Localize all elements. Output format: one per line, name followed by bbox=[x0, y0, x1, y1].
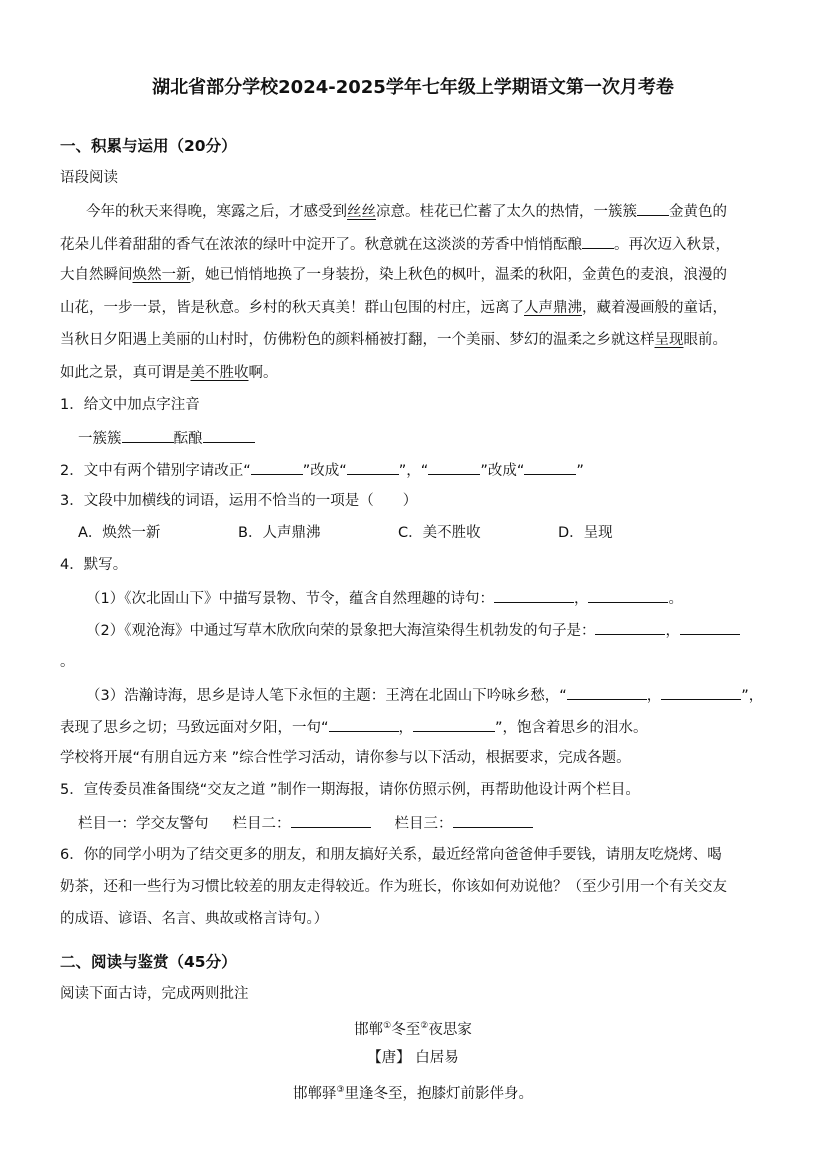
underlined-word: 丝丝 bbox=[347, 204, 376, 220]
answer-blank[interactable] bbox=[413, 716, 495, 732]
passage-label: 语段阅读 bbox=[60, 170, 118, 186]
question-4-1: （1）《次北固山下》中描写景物、节令，蕴含自然理趣的诗句： ， 。 bbox=[86, 587, 768, 609]
question-2: 2．文中有两个错别字请改正“ ”改成“ ”，“ ”改成“ ” bbox=[60, 459, 768, 481]
answer-blank[interactable] bbox=[588, 587, 668, 603]
answer-blank[interactable] bbox=[494, 587, 574, 603]
question-3: 3．文段中加横线的词语，运用不恰当的一项是（ ） bbox=[60, 493, 418, 509]
answer-blank[interactable] bbox=[329, 716, 399, 732]
underlined-word: 人声鼎沸 bbox=[524, 300, 582, 316]
passage-line-4: 山花，一步一景，皆是秋意。乡村的秋天真美！群山包围的村庄，远离了人声鼎沸，藏着漫画般的童话， bbox=[60, 300, 727, 316]
answer-blank[interactable] bbox=[595, 619, 665, 635]
question-5-columns: 栏目一：学交友警句 栏目二： 栏目三： bbox=[78, 812, 768, 834]
question-6-line-2: 奶茶，还和一些行为习惯比较差的朋友走得较近。作为班长，你该如何劝说他？（至少引用一个有关交友 bbox=[60, 879, 727, 895]
underlined-word: 呈现 bbox=[654, 332, 684, 348]
question-4-2-end: 。 bbox=[60, 654, 75, 670]
answer-blank[interactable] bbox=[661, 684, 741, 700]
question-1: 1．给文中加点字注音 bbox=[60, 397, 200, 413]
section1-heading: 一、积累与运用（20分） bbox=[60, 137, 237, 155]
answer-blank[interactable] bbox=[680, 619, 740, 635]
option-c[interactable]: C．美不胜收 bbox=[398, 525, 481, 541]
passage-line-1: 今年的秋天来得晚，寒露之后，才感受到丝丝凉意。桂花已伫蓄了太久的热情，一簇簇 金黄色的 bbox=[86, 200, 768, 222]
question-6-line-1: 6．你的同学小明为了结交更多的朋友，和朋友搞好关系，最近经常向爸爸伸手要钱，请朋友吃烧烤、喝 bbox=[60, 847, 722, 863]
answer-blank[interactable] bbox=[291, 812, 371, 828]
question-6-line-3: 的成语、谚语、名言、典故或格言诗句。） bbox=[60, 911, 329, 927]
option-d[interactable]: D．呈现 bbox=[558, 525, 613, 541]
poem-instruction: 阅读下面古诗，完成两则批注 bbox=[60, 986, 249, 1002]
poem-author: 【唐】 白居易 bbox=[367, 1050, 459, 1066]
question-4-2: （2）《观沧海》中通过写草木欣欣向荣的景象把大海渲染得生机勃发的句子是： ， bbox=[86, 619, 768, 641]
passage-line-5: 当秋日夕阳遇上美丽的山村时，仿佛粉色的颜料桶被打翻，一个美丽、梦幻的温柔之乡就这样呈现眼前。 bbox=[60, 332, 727, 348]
page-title: 湖北省部分学校2024-2025学年七年级上学期语文第一次月考卷 bbox=[152, 77, 674, 98]
question-4-3: （3）浩瀚诗海，思乡是诗人笔下永恒的主题：王湾在北固山下吟咏乡愁，“ ， ”， bbox=[86, 684, 768, 706]
underlined-word: 美不胜收 bbox=[190, 365, 249, 381]
answer-blank[interactable] bbox=[428, 459, 480, 475]
answer-blank[interactable] bbox=[453, 812, 533, 828]
question-4-3-cont: 表现了思乡之切；马致远面对夕阳，一句“ ， ”，饱含着思乡的泪水。 bbox=[60, 716, 768, 738]
poem-line-1: 邯郸驿③里逢冬至，抱膝灯前影伴身。 bbox=[292, 1085, 534, 1102]
blank bbox=[637, 200, 669, 216]
poem-title: 邯郸①冬至②夜思家 bbox=[354, 1021, 472, 1038]
question-1-blanks: 一簇簇 酝酿 bbox=[78, 427, 768, 449]
activity-intro: 学校将开展“有朋自远方来 ”综合性学习活动，请你参与以下活动，根据要求，完成各题。 bbox=[60, 750, 631, 766]
passage-line-6: 如此之景，真可谓是美不胜收啊。 bbox=[60, 365, 278, 381]
option-b[interactable]: B．人声鼎沸 bbox=[238, 525, 321, 541]
question-4: 4．默写。 bbox=[60, 557, 128, 573]
answer-blank[interactable] bbox=[122, 427, 174, 443]
question-3-options bbox=[78, 523, 768, 543]
question-5: 5．宣传委员准备围绕“交友之道 ”制作一期海报，请你仿照示例，再帮助他设计两个栏目。 bbox=[60, 782, 640, 798]
passage-line-2: 花朵儿伴着甜甜的香气在浓浓的绿叶中淀开了。秋意就在这淡淡的芳香中悄悄酝酿 。再次迈入秋景， bbox=[60, 233, 768, 255]
section2-heading: 二、阅读与鉴赏（45分） bbox=[60, 953, 237, 971]
blank bbox=[582, 233, 614, 249]
underlined-word: 焕然一新 bbox=[132, 267, 191, 283]
answer-blank[interactable] bbox=[251, 459, 303, 475]
answer-blank[interactable] bbox=[203, 427, 255, 443]
option-a[interactable]: A．焕然一新 bbox=[78, 525, 161, 541]
answer-blank[interactable] bbox=[524, 459, 576, 475]
answer-blank[interactable] bbox=[347, 459, 399, 475]
passage-line-3: 大自然瞬间焕然一新，她已悄悄地换了一身装扮，染上秋色的枫叶，温柔的秋阳，金黄色的麦浪，浪漫的 bbox=[60, 267, 727, 283]
answer-blank[interactable] bbox=[567, 684, 647, 700]
